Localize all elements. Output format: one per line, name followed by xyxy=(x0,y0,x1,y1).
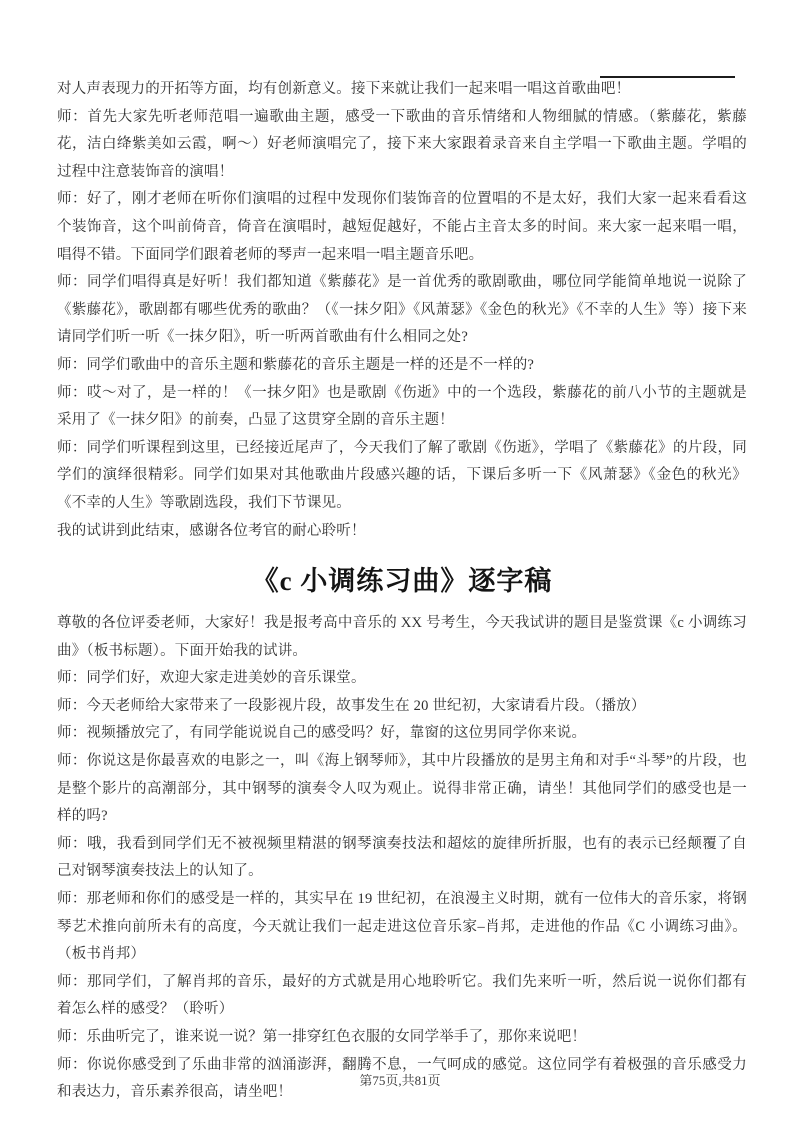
document-body xyxy=(57,76,747,1107)
paragraph: 师：哦，我看到同学们无不被视频里精湛的钢琴演奏技法和超炫的旋律所折服，也有的表示已经颠覆了自己对钢琴演奏技法上的认知了。 xyxy=(57,835,747,880)
paragraph: 师：好了，刚才老师在听你们演唱的过程中发现你们装饰音的位置唱的不是太好，我们大家一起来看看这个装饰音，这个叫前倚音，倚音在演唱时，越短促越好，不能占主音太多的时间。来大家一起来唱一唱，唱得不错。下面同学们跟着老师的琴声一起来唱一唱主题音乐吧。 xyxy=(57,191,747,263)
paragraph: 师：同学们歌曲中的音乐主题和紫藤花的音乐主题是一样的还是不一样的? xyxy=(57,356,535,373)
paragraph: 对人声表现力的开拓等方面，均有创新意义。接下来就让我们一起来唱一唱这首歌曲吧！ xyxy=(57,81,631,97)
paragraph: 尊敬的各位评委老师，大家好！我是报考高中音乐的 XX 号考生，今天我试讲的题目是鉴赏课《c 小调练习曲》（板书标题）。下面开始我的试讲。 xyxy=(57,615,747,659)
paragraph: 师：同学们唱得真是好听！我们都知道《紫藤花》是一首优秀的歌剧歌曲，哪位同学能简单地说一说除了《紫藤花》，歌剧都有哪些优秀的歌曲？（《一抹夕阳》《风萧瑟》《金色的秋光》《不幸的人生》等）接下来请同学们听一听《一抹夕阳》，听一听两首歌曲有什么相同之处? xyxy=(57,274,747,346)
paragraph: 师：乐曲听完了，谁来说一说？第一排穿红色衣服的女同学举手了，那你来说吧！ xyxy=(57,1029,587,1045)
paragraph: 师：首先大家先听老师范唱一遍歌曲主题，感受一下歌曲的音乐情绪和人物细腻的情感。（紫藤花，紫藤花，洁白绛紫美如云霞，啊～）好老师演唱完了，接下来大家跟着录音来自主学唱一下歌曲主题。学唱的过程中注意装饰音的演唱！ xyxy=(57,108,747,180)
paragraph: 师：今天老师给大家带来了一段影视片段，故事发生在 20 世纪初，大家请看片段。（播放） xyxy=(57,697,646,714)
paragraph: 师：那同学们，了解肖邦的音乐，最好的方式就是用心地聆听它。我们先来听一听，然后说一说你们都有着怎么样的感受？（聆听） xyxy=(57,973,747,1018)
page-footer: 第75页,共81页 xyxy=(359,1073,441,1088)
paragraph: 师：你说这是你最喜欢的电影之一，叫《海上钢琴师》，其中片段播放的是男主角和对手“斗琴”的片段，也是整个影片的高潮部分，其中钢琴的演奏令人叹为观止。说得非常正确，请坐！其他同学们的感受也是一样的吗? xyxy=(57,753,747,825)
paragraph: 师：那老师和你们的感受是一样的，其实早在 19 世纪初，在浪漫主义时期，就有一位伟大的音乐家，将钢琴艺术推向前所未有的高度，今天就让我们一起走进这位音乐家–肖邦，走进他的作品《C 小调练习曲》。（板书肖邦） xyxy=(57,891,747,963)
section-heading: 《c 小调练习曲》逐字稿 xyxy=(251,566,553,597)
paragraph: 师：同学们好，欢迎大家走进美妙的音乐课堂。 xyxy=(57,670,366,687)
paragraph: 师：同学们听课程到这里，已经接近尾声了，今天我们了解了歌剧《伤逝》，学唱了《紫藤花》的片段，同学们的演绎很精彩。同学们如果对其他歌曲片段感兴趣的话，下课后多听一下《风萧瑟》《金色的秋光》《不幸的人生》等歌剧选段，我们下节课见。 xyxy=(57,439,747,511)
paragraph: 师：你说你感受到了乐曲非常的汹涌澎湃，翻腾不息，一气呵成的感觉。这位同学有着极强的音乐感受力和表达力，音乐素养很高，请坐吧！ xyxy=(57,1056,747,1101)
paragraph: 师：视频播放完了，有同学能说说自己的感受吗？好，靠窗的这位男同学你来说。 xyxy=(57,725,587,742)
paragraph: 我的试讲到此结束，感谢各位考官的耐心聆听！ xyxy=(57,522,366,539)
paragraph: 师：哎～对了，是一样的！《一抹夕阳》也是歌剧《伤逝》中的一个选段，紫藤花的前八小节的主题就是采用了《一抹夕阳》的前奏，凸显了这贯穿全剧的音乐主题！ xyxy=(57,384,747,429)
